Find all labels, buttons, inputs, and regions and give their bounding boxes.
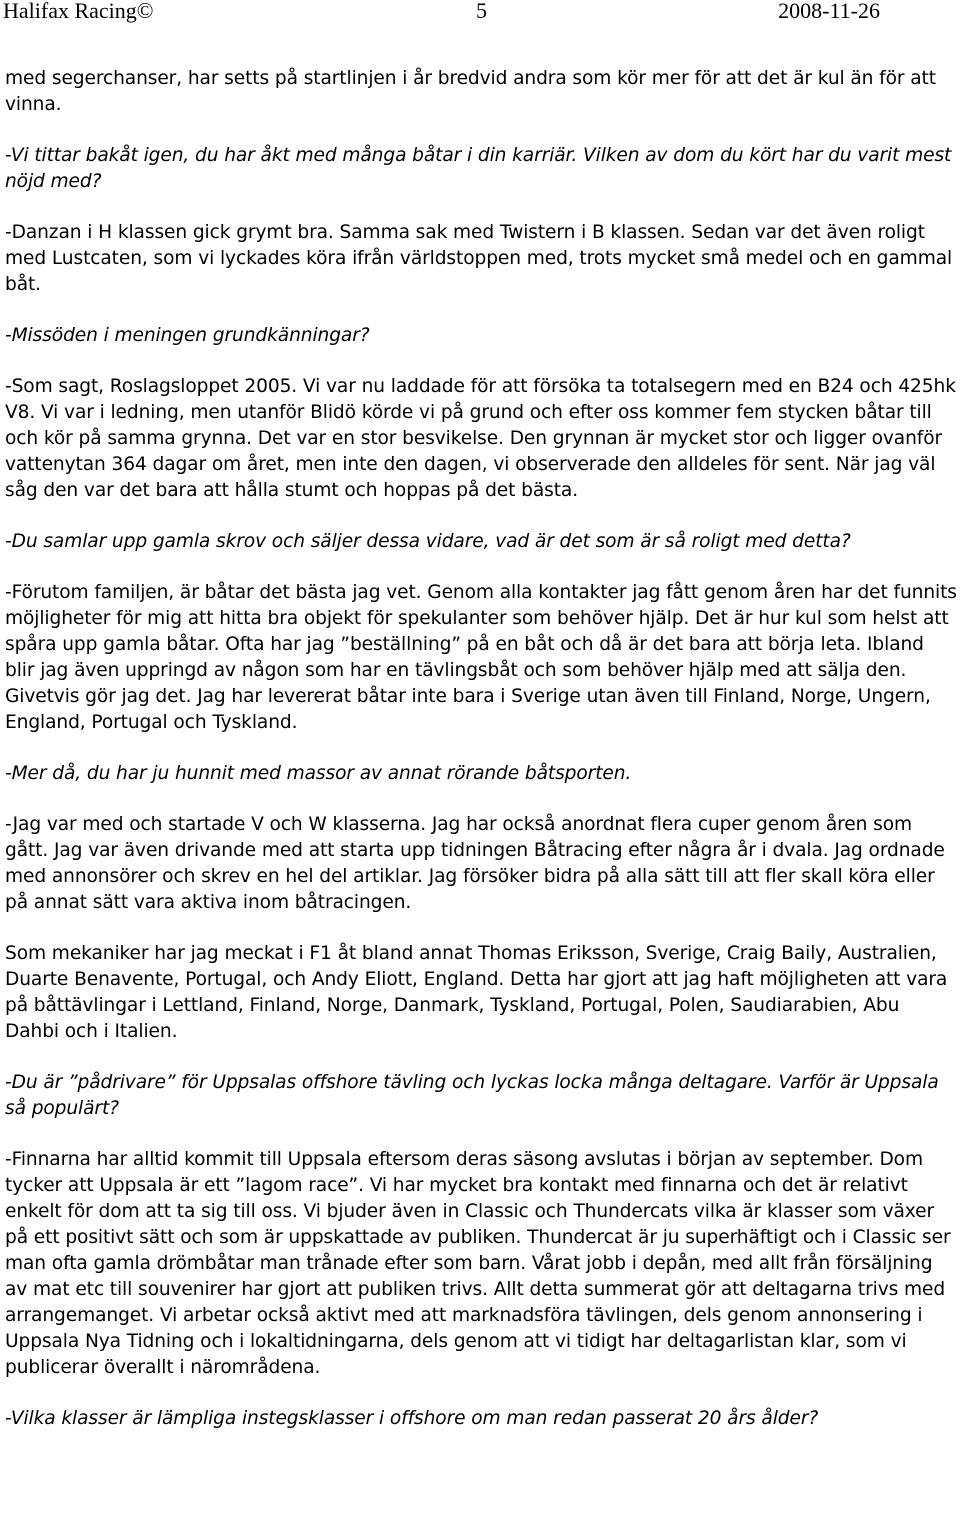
interview-question: -Missöden i meningen grundkänningar?: [5, 325, 370, 346]
interview-answer: -Förutom familjen, är båtar det bästa jag vet. Genom alla kontakter jag fått genom åren har det funnits möjligheter för mig att hitta bra objekt för spekulanter som behöver hjälp. Det är hur kul som helst att spåra upp gamla båtar. Ofta har jag ”beställning” på en båt och då är det bara att börja leta. Ibland blir jag även uppringd av någon som har en tävlingsbåt och som behöver hjälp med att sälja den. Givetvis gör jag det. Jag har levererat båtar inte bara i Sverige utan även till Finland, Norge, Ungern, England, Portugal och Tyskland.: [5, 582, 957, 733]
interview-answer: -Som sagt, Roslagsloppet 2005. Vi var nu laddade för att försöka ta totalsegern med en B24 och 425hk V8. Vi var i ledning, men utanför Blidö körde vi på grund och efter oss kommer fem stycken båtar till och kör på samma grynna. Det var en stor besvikelse. Den grynnan är mycket stor och ligger ovanför vattenytan 364 dagar om året, men inte den dagen, vi observerade den alldeles för sent. När jag väl såg den var det bara att hålla stumt och hoppas på det bästa.: [5, 376, 956, 501]
interview-question: -Du samlar upp gamla skrov och säljer dessa vidare, vad är det som är så roligt med detta?: [5, 531, 851, 552]
interview-question: -Mer då, du har ju hunnit med massor av annat rörande båtsporten.: [5, 763, 632, 784]
interview-question: -Vi tittar bakåt igen, du har åkt med många båtar i din karriär. Vilken av dom du kört har du varit mest nöjd med?: [5, 145, 952, 192]
interview-answer: -Jag var med och startade V och W klasserna. Jag har också anordnat flera cuper genom åren som gått. Jag var även drivande med att starta upp tidningen Båtracing efter några år i dvala. Jag ordnade med annonsörer och skrev en hel del artiklar. Jag försöker bidra på alla sätt till att fler skall köra eller på annat sätt vara aktiva inom båtracingen.: [5, 814, 945, 913]
interview-answer: -Danzan i H klassen gick grymt bra. Samma sak med Twistern i B klassen. Sedan var det även roligt med Lustcaten, som vi lyckades köra ifrån världstoppen med, trots mycket små medel och en gammal båt.: [5, 222, 953, 295]
page-header: [0, 0, 960, 30]
page-number: 5: [476, 0, 487, 23]
header-title: Halifax Racing©: [3, 0, 154, 23]
interview-question: -Vilka klasser är lämpliga instegsklasser i offshore om man redan passerat 20 års ålder?: [5, 1408, 819, 1429]
interview-question: -Du är ”pådrivare” för Uppsalas offshore tävling och lyckas locka många deltagare. Varför är Uppsala så populärt?: [5, 1072, 939, 1119]
article-body: [5, 66, 957, 1457]
interview-answer: med segerchanser, har setts på startlinjen i år bredvid andra som kör mer för att det är kul än för att vinna.: [5, 68, 936, 115]
interview-answer: -Finnarna har alltid kommit till Uppsala eftersom deras säsong avslutas i början av september. Dom tycker att Uppsala är ett ”lagom race”. Vi har mycket bra kontakt med finnarna och det är relativt enkelt för dom att ta sig till oss. Vi bjuder även in Classic och Thundercats vilka är klasser som växer på ett positivt sätt och som är uppskattade av publiken. Thundercat är ju superhäftigt och i Classic ser man ofta gamla drömbåtar man trånade efter som barn. Vårat jobb i depån, med allt från försäljning av mat etc till souvenirer har gjort att publiken trivs. Allt detta summerat gör att deltagarna trivs med arrangemanget. Vi arbetar också aktivt med att marknadsföra tävlingen, dels genom annonsering i Uppsala Nya Tidning och i lokaltidningarna, dels genom att vi tidigt har deltagarlistan klar, som vi publicerar överallt i närområdena.: [5, 1149, 951, 1378]
header-date: 2008-11-26: [778, 0, 880, 23]
interview-answer: Som mekaniker har jag meckat i F1 åt bland annat Thomas Eriksson, Sverige, Craig Baily, Australien, Duarte Benavente, Portugal, och Andy Eliott, England. Detta har gjort att jag haft möjligheten att vara på båttävlingar i Lettland, Finland, Norge, Danmark, Tyskland, Portugal, Polen, Saudiarabien, Abu Dahbi och i Italien.: [5, 943, 948, 1042]
